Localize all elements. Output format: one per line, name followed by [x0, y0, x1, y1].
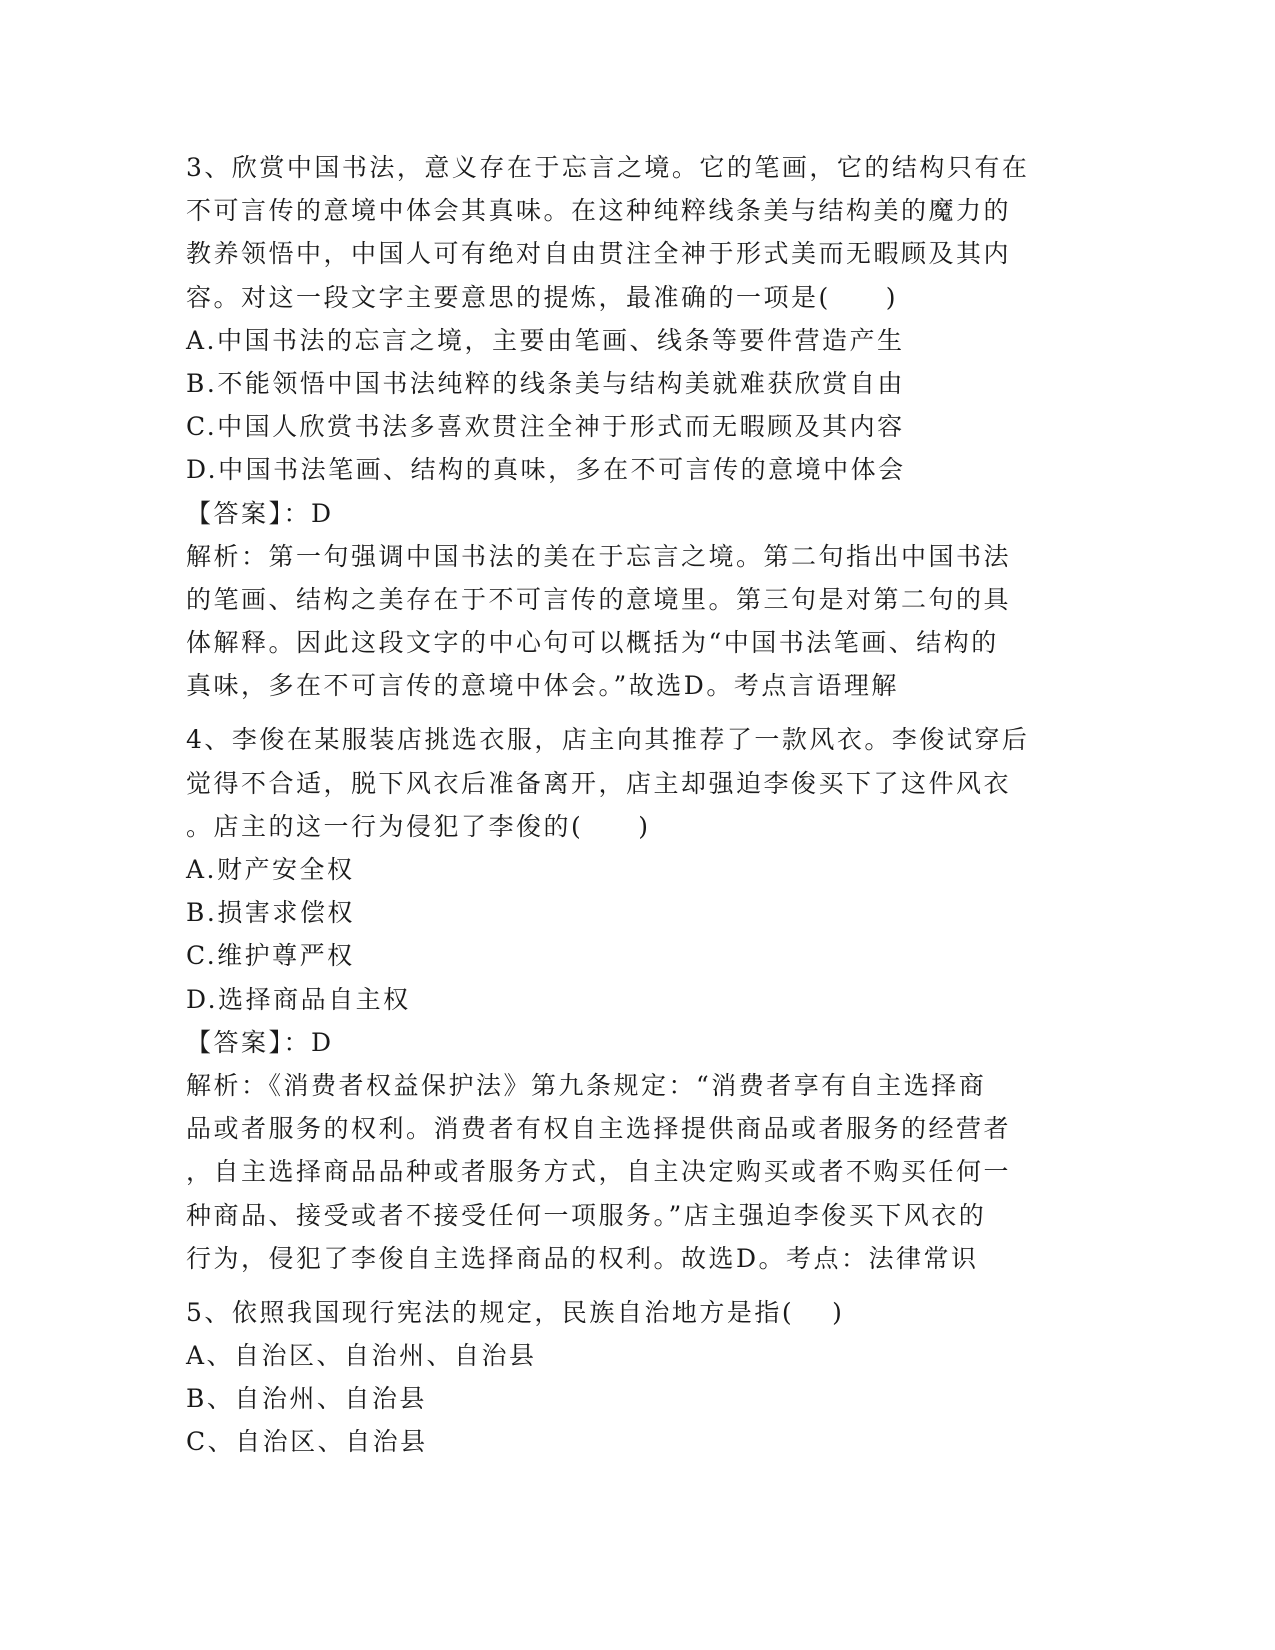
answer-line: 【答案】：D: [186, 1027, 334, 1057]
document-page: [186, 146, 1086, 1464]
option-a: A.中国书法的忘言之境，主要由笔画、线条等要件营造产生: [186, 325, 905, 355]
option-d: D.选择商品自主权: [186, 984, 411, 1014]
option-a: A.财产安全权: [186, 855, 355, 884]
option-c: C.中国人欣赏书法多喜欢贯注全神于形式而无暇顾及其内容: [186, 412, 905, 442]
question-stem-line: 觉得不合适，脱下风衣后准备离开，店主却强迫李俊买下了这件风衣: [186, 768, 1012, 798]
analysis-line: 种商品、接受或者不接受任何一项服务。”店主强迫李俊买下风衣的: [186, 1200, 987, 1230]
analysis-line: 真味，多在不可言传的意境中体会。”故选D。考点言语理解: [186, 671, 899, 701]
option-c: C.维护尊严权: [186, 941, 355, 971]
analysis-line: 的笔画、结构之美存在于不可言传的意境里。第三句是对第二句的具: [186, 584, 1012, 614]
analysis-line: ，自主选择商品品种或者服务方式，自主决定购买或者不购买任何一: [186, 1157, 1012, 1187]
option-b: B.不能领悟中国书法纯粹的线条美与结构美就难获欣赏自由: [186, 368, 905, 398]
option-c: C、自治区、自治县: [186, 1427, 428, 1457]
option-a: A、自治区、自治州、自治县: [186, 1341, 537, 1371]
option-b: B、自治州、自治县: [186, 1384, 427, 1414]
question-block: [186, 1291, 1086, 1464]
question-stem-line: 5、依照我国现行宪法的规定，民族自治地方是指( ): [186, 1297, 845, 1327]
question-stem-line: 不可言传的意境中体会其真味。在这种纯粹线条美与结构美的魔力的: [186, 196, 1012, 226]
question-block: [186, 718, 1086, 1279]
spacer: [186, 707, 1086, 718]
question-block: [186, 146, 1086, 707]
option-d: D.中国书法笔画、结构的真味，多在不可言传的意境中体会: [186, 455, 906, 485]
analysis-line: 行为，侵犯了李俊自主选择商品的权利。故选D。考点：法律常识: [186, 1243, 979, 1273]
question-stem-line: 。店主的这一行为侵犯了李俊的( ): [186, 811, 651, 841]
question-stem-line: 容。对这一段文字主要意思的提炼，最准确的一项是( ): [186, 282, 899, 312]
analysis-line: 体解释。因此这段文字的中心句可以概括为“中国书法笔画、结构的: [186, 628, 999, 658]
answer-line: 【答案】：D: [186, 498, 334, 528]
question-stem-line: 3、欣赏中国书法，意义存在于忘言之境。它的笔画，它的结构只有在: [186, 153, 1030, 182]
question-stem-line: 教养领悟中，中国人可有绝对自由贯注全神于形式美而无暇顾及其内: [186, 239, 1012, 269]
analysis-line: 解析：《消费者权益保护法》第九条规定：“消费者享有自主选择商: [186, 1070, 987, 1100]
analysis-line: 解析：第一句强调中国书法的美在于忘言之境。第二句指出中国书法: [186, 541, 1012, 571]
spacer: [186, 1280, 1086, 1291]
analysis-line: 品或者服务的权利。消费者有权自主选择提供商品或者服务的经营者: [186, 1114, 1012, 1144]
question-stem-line: 4、李俊在某服装店挑选衣服，店主向其推荐了一款风衣。李俊试穿后: [186, 725, 1030, 755]
option-b: B.损害求偿权: [186, 898, 355, 928]
